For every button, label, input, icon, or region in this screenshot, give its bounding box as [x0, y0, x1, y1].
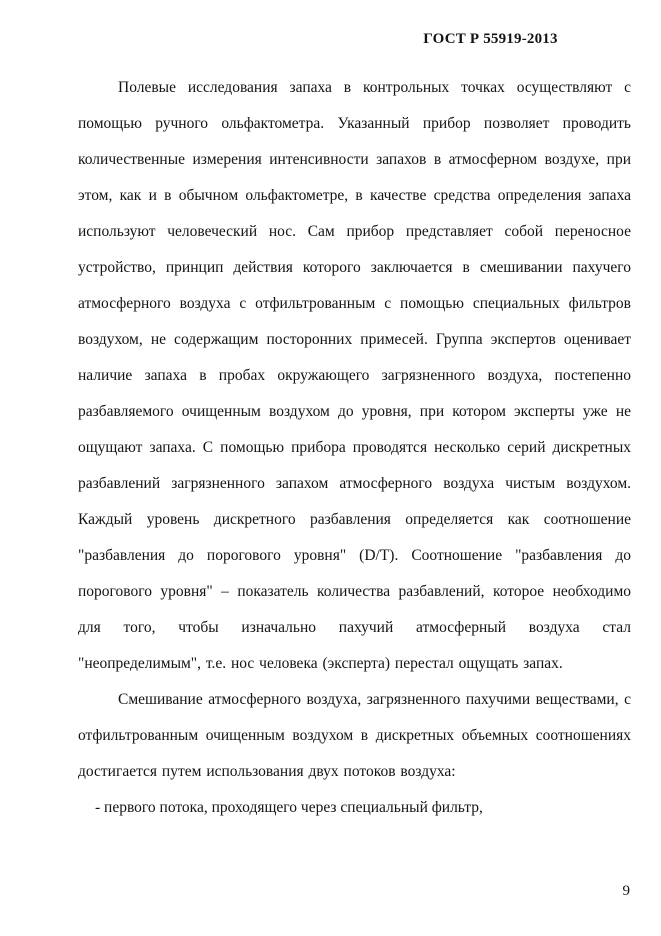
- document-header: ГОСТ Р 55919-2013: [423, 31, 558, 47]
- document-body: [78, 70, 631, 826]
- paragraph-list-item-first-flow: - первого потока, проходящего через специальный фильтр,: [95, 799, 483, 816]
- page-number: 9: [622, 883, 630, 899]
- paragraph-olfactometer-description: Полевые исследования запаха в контрольных точках осуществляют с помощью ручного ольфактометра. Указанный прибор позволяет проводить количественные измерения интенсивности запахов в атмосферном воздухе, при этом, как и в обычном ольфактометре, в качестве средства определения запаха используют человеческий нос. Сам прибор представляет собой переносное устройство, принцип действия которого заключается в смешивании пахучего атмосферного воздуха с отфильтрованным с помощью специальных фильтров воздухом, не содержащим посторонних примесей. Группа экспертов оценивает наличие запаха в пробах окружающего загрязненного воздуха, постепенно разбавляемого очищенным воздухом до уровня, при котором эксперты уже не ощущают запаха. С помощью прибора проводятся несколько серий дискретных разбавлений загрязненного запахом атмосферного воздуха чистым воздухом. Каждый уровень дискретного разбавления определяется как соотношение "разбавления до порогового уровня" (D/T). Соотношение "разбавления до порогового уровня" – показатель количества разбавлений, которое необходимо для того, чтобы изначально пахучий атмосферный воздуха стал "неопределимым", т.е. нос человека (эксперта) перестал ощущать запах.: [78, 79, 631, 672]
- paragraph-air-mixing: Смешивание атмосферного воздуха, загрязненного пахучими веществами, с отфильтрованным очищенным воздухом в дискретных объемных соотношениях достигается путем использования двух потоков воздуха:: [78, 691, 631, 780]
